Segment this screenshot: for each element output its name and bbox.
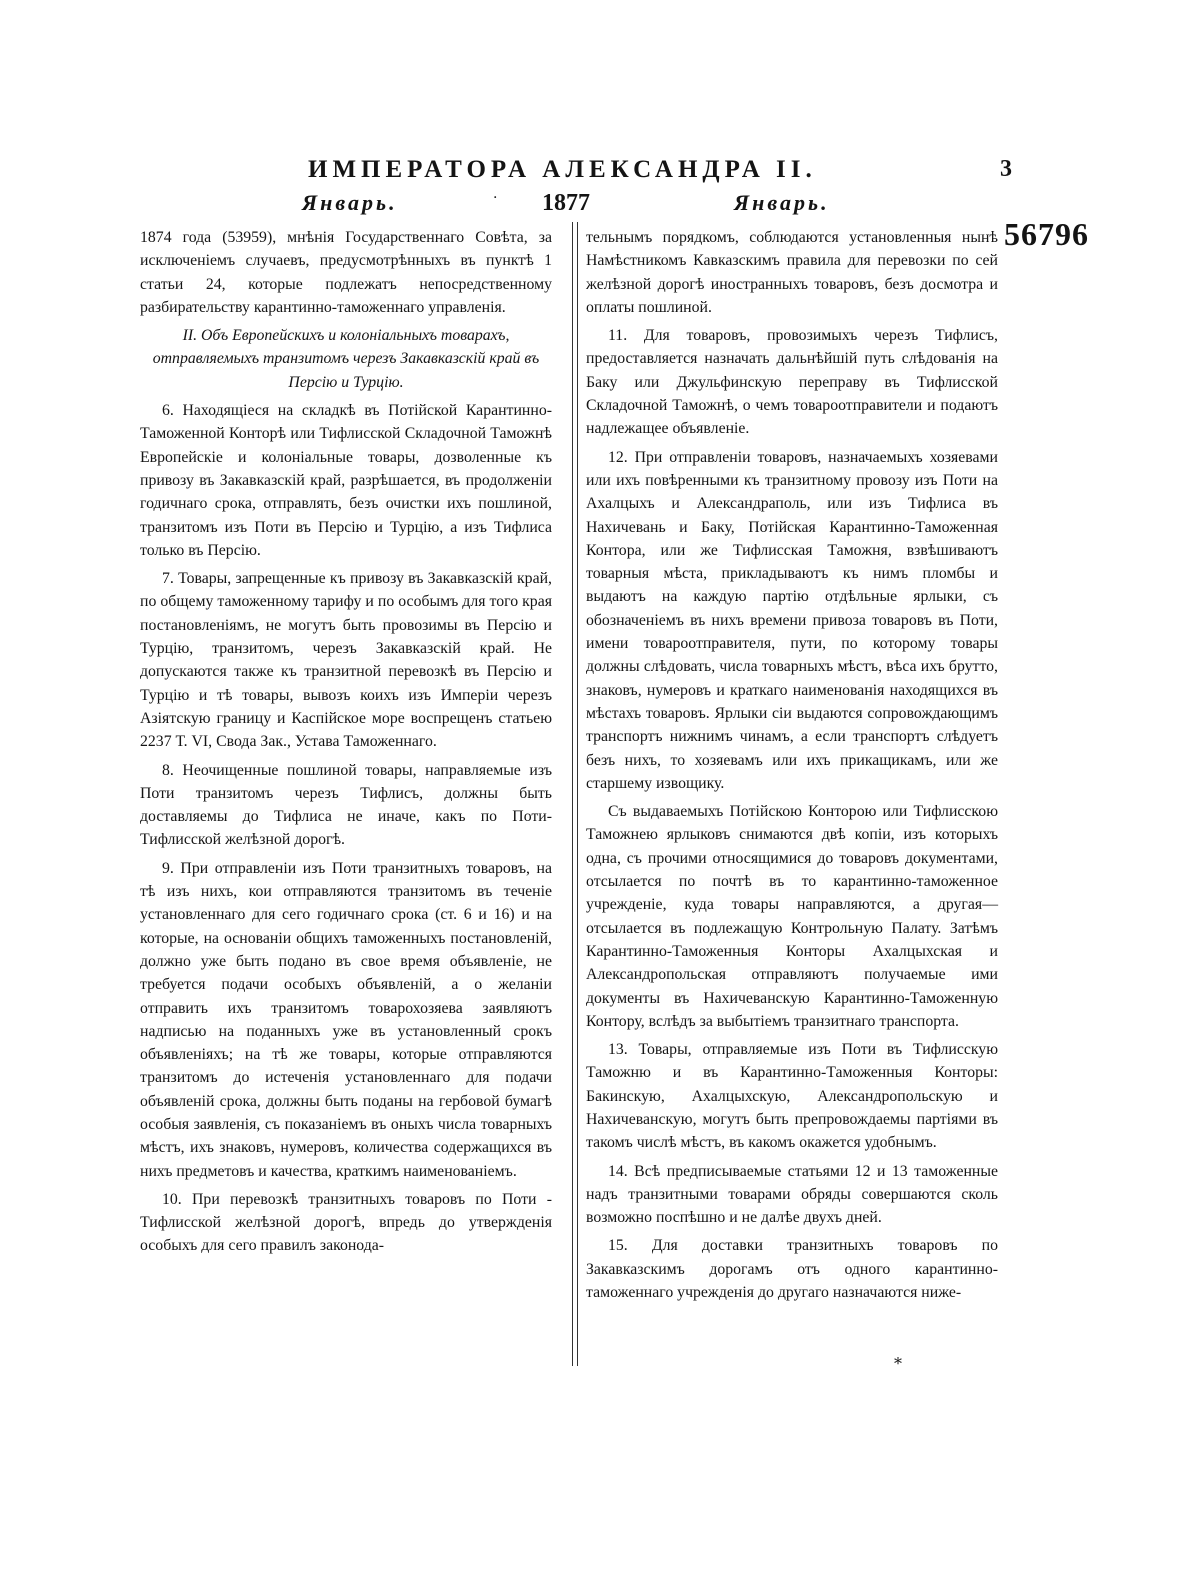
- footer-mark: *: [894, 1354, 902, 1373]
- month-right: Январь.: [734, 190, 830, 215]
- article-15: 15. Для доставки транзитныхъ товаровъ по Закавказскимъ дорогамъ отъ одного карантинно-таможеннаго учрежденія до другаго назначаются ниже-: [586, 1237, 998, 1302]
- article-10: 10. При перевозкѣ транзитныхъ товаровъ по Поти - Тифлисской желѣзной дорогѣ, впредь до утвержденія особыхъ для сего правилъ законода-: [140, 1190, 552, 1255]
- article-13: 13. Товары, отправляемые изъ Поти въ Тифлисскую Таможню и въ Карантинно-Таможенныя Конторы: Бакинскую, Ахалцыхскую, Александропольскую и Нахичеванскую, могутъ быть препровождаемы партіями въ такомъ числѣ мѣстъ, въ какомъ окажется удобнымъ.: [586, 1041, 998, 1152]
- article-11: 11. Для товаровъ, провозимыхъ черезъ Тифлисъ, предоставляется назначать дальнѣйшій путь слѣдованія на Баку или Джульфинскую переправу въ Тифлисской Складочной Таможнѣ, о чемъ товароотправители и подаютъ надлежащее объявленіе.: [586, 327, 998, 438]
- article-8: 8. Неочищенные пошлиной товары, направляемые изъ Поти транзитомъ черезъ Тифлисъ, должны быть доставляемы до Тифлиса не иначе, какъ по Поти-Тифлисской желѣзной дорогѣ.: [140, 761, 552, 849]
- header-title: ИМПЕРАТОРА АЛЕКСАНДРА II.: [308, 156, 817, 183]
- article-6: 6. Находящіеся на складкѣ въ Потійской Карантинно-Таможенной Конторѣ или Тифлисской Складочной Таможнѣ Европейскіе и колоніальные товары, дозволенные къ привозу въ Закавказскій край, разрѣшается, въ продолженіи годичнаго срока, отправлять, безъ очистки ихъ пошлиной, транзитомъ изъ Поти въ Персію и Турцію, а изъ Тифлиса только въ Персію.: [140, 402, 552, 559]
- left-column: [140, 226, 552, 1258]
- stray-dot: ·: [493, 190, 498, 206]
- article-14: 14. Всѣ предписываемые статьями 12 и 13 таможенные надъ транзитными товарами обряды совершаются сколь возможно поспѣшно и не далѣе двухъ дней.: [586, 1162, 998, 1227]
- right-column: [586, 226, 998, 1304]
- article-12: 12. При отправленіи товаровъ, назначаемыхъ хозяевами или ихъ повѣренными къ транзитному провозу изъ Поти на Ахалцыхъ и Александраполь, или изъ Тифлиса въ Нахичевань и Баку, Потійская Карантинно-Таможенная Контора, или же Тифлисская Таможня, взвѣшиваютъ товарныя мѣста, прикладываютъ къ нимъ пломбы и выдаютъ на каждую партію отдѣльные ярлыки, съ обозначеніемъ въ нихъ времени привоза товаровъ въ Поти, имени товароотправителя, пути, по которому товары должны слѣдовать, числа товарныхъ мѣстъ, вѣса ихъ брутто, знаковъ, нумеровъ и краткаго наименованія находящихся въ мѣстахъ товаровъ. Ярлыки сіи выдаются сопровождающимъ транспортъ нижнимъ чинамъ, а если транспортъ слѣдуетъ безъ нихъ, то хозяевамъ или ихъ прикащикамъ, или же старшему извощику.: [586, 448, 998, 792]
- section-heading: II. Объ Европейскихъ и колоніальныхъ товарахъ, отправляемыхъ транзитомъ черезъ Закавказскій край въ Персію и Турцію.: [152, 327, 540, 391]
- law-number: 56796: [1004, 216, 1089, 252]
- column-divider: [572, 222, 578, 1366]
- year: 1877: [542, 190, 590, 216]
- article-9: 9. При отправленіи изъ Поти транзитныхъ товаровъ, на тѣ изъ нихъ, кои отправляются транзитомъ въ теченіе установленнаго для сего годичнаго срока (ст. 6 и 16) и на которые, на основаніи общихъ таможенныхъ постановленій, должно уже быть подано въ свое время объявленіе, не требуется подачи особыхъ объявленій, а о желаніи отправить ихъ транзитомъ товарохозяева заявляютъ надписью на поданныхъ уже въ установленный срокъ объявленіяхъ; на тѣ же товары, которые отправляются транзитомъ до истеченія установленнаго для подачи объявленій срока, должны быть поданы на гербовой бумагѣ особыя заявленія, съ показаніемъ въ оныхъ числа товарныхъ мѣстъ, ихъ знаковъ, нумеровъ, количества содержащихся въ нихъ предметовъ и качества, краткимъ наименованіемъ.: [140, 859, 552, 1180]
- paragraph-continuation: тельнымъ порядкомъ, соблюдаются установленныя нынѣ Намѣстникомъ Кавказскимъ правила для перевозки по сей желѣзной дорогѣ иностранныхъ товаровъ, безъ досмотра и оплаты пошлиной.: [586, 229, 998, 316]
- article-12-continued: Съ выдаваемыхъ Потійскою Конторою или Тифлисскою Таможнею ярлыковъ снимаются двѣ копіи, изъ которыхъ одна, съ прочими относящимися до товаровъ документами, отсылается по почтѣ въ то карантинно-таможенное учрежденіе, куда товары направляются, а другая—отсылается въ подлежащую Контрольную Палату. Затѣмъ Карантинно-Таможенныя Конторы Ахалцыхская и Александропольская отправляютъ получаемые ими документы въ Нахичеванскую Карантинно-Таможенную Контору, вслѣдъ за выбытіемъ транзитнаго транспорта.: [586, 803, 998, 1030]
- page-number: 3: [1000, 156, 1012, 182]
- article-7: 7. Товары, запрещенные къ привозу въ Закавказскій край, по общему таможенному тарифу и по особымъ для того края постановленіямъ, не могутъ быть провозимы въ Персію и Турцію, транзитомъ, черезъ Закавказскій край. Не допускаются также къ транзитной перевозкѣ въ Персію и Турцію и тѣ товары, вывозъ коихъ изъ Имперіи черезъ Азіятскую границу и Каспійское море воспрещенъ статьею 2237 Т. VI, Свода Зак., Устава Таможеннаго.: [140, 570, 552, 751]
- paragraph-continuation: 1874 года (53959), мнѣнія Государственнаго Совѣта, за исключеніемъ случаевъ, предусмотрѣнныхъ въ пунктѣ 1 статьи 24, которые подлежатъ непосредственному разбирательству карантинно-таможеннаго управленія.: [140, 229, 552, 316]
- month-left: Январь.: [302, 190, 398, 215]
